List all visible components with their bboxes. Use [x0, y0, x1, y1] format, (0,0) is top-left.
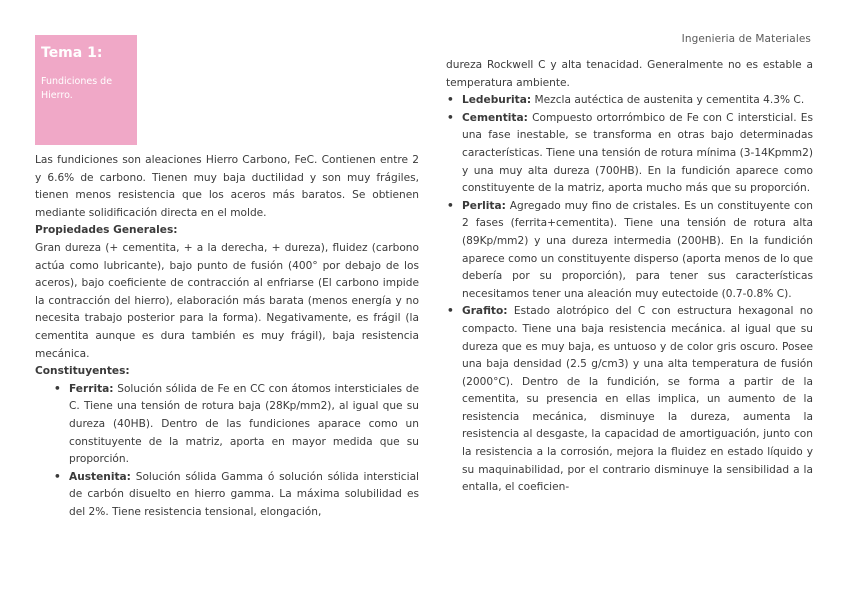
list-item-austenita: [54, 469, 419, 522]
bullet-icon: •: [447, 111, 454, 124]
constituyentes-list-continued: [446, 92, 813, 497]
bullet-icon: •: [447, 305, 454, 318]
constituyentes-heading: Constituyentes:: [35, 365, 130, 378]
chapter-title: Tema 1:: [41, 45, 103, 61]
bullet-icon: •: [54, 382, 61, 395]
term-description: Solución sólida de Fe en CC con átomos intersticiales de C. Tiene una tensión de rotura baja (28Kp/mm2), al igual que su dureza (40HB). Dentro de las fundiciones aparace como un constituyente de la matriz, aporta en mayor medida que su proporción.: [69, 382, 419, 466]
term-label: Austenita:: [69, 470, 131, 483]
term-label: Grafito:: [462, 305, 508, 318]
chapter-box: [35, 35, 137, 145]
list-item-ferrita: [54, 381, 419, 469]
running-header: Ingenieria de Materiales: [681, 33, 811, 45]
intro-paragraph: Las fundiciones son aleaciones Hierro Carbono, FeC. Contienen entre 2 y 6.6% de carbono. Tienen muy baja ductilidad y son muy frágiles, tienen menos resistencia que los aceros más baratos. Se obtienen mediante solidificación directa en el molde.: [35, 154, 419, 219]
term-description: Solución sólida Gamma ó solución sólida intersticial de carbón disuelto en hierro gamma. La máxima solubilidad es del 2%. Tiene resistencia tensional, elongación,: [69, 470, 419, 518]
continuation-paragraph: dureza Rockwell C y alta tenacidad. Generalmente no es estable a temperatura ambiente.: [446, 59, 813, 89]
list-item-perlita: [447, 198, 813, 304]
term-label: Ledeburita:: [462, 94, 532, 107]
list-item-grafito: [447, 303, 813, 497]
term-label: Cementita:: [462, 111, 528, 124]
bullet-icon: •: [54, 470, 61, 483]
propiedades-heading: Propiedades Generales:: [35, 224, 178, 237]
left-column: [35, 152, 419, 521]
right-column: [446, 57, 813, 497]
term-label: Perlita:: [462, 199, 506, 212]
term-description: Estado alotrópico del C con estructura hexagonal no compacto. Tiene una baja resistencia mecánica. al igual que su dureza que es muy baja, es untuoso y de color gris oscuro. Posee una baja densidad (2.5 g/cm3) y una alta temperatura de fusión (2000°C). Dentro de la fundición, se forma a partir de la cementita, su presencia en ellas implica, un aumento de la resistencia mecánica, disminuye la dureza, aumenta la resistencia al desgaste, la capacidad de amortiguación, junto con la resistencia a la corrosión, mejora la fluidez en estado líquido y su maquinabilidad, por el contrario disminuye la sensibilidad a la entalla, el coeficien-: [462, 305, 813, 494]
chapter-subtitle: Fundiciones de Hierro.: [41, 76, 113, 101]
bullet-icon: •: [447, 94, 454, 107]
propiedades-text: Gran dureza (+ cementita, + a la derecha, + dureza), fluidez (carbono actúa como lubricante), bajo punto de fusión (400° por debajo de los aceros), bajo coeficiente de contracción al enfriarse (El carbono impide la contracción del hierro), elaboración más barata (menos energía y no necesita trabajo posterior para la forma). Negativamente, es frágil (la cementita aunque es dura también es muy frágil), baja resistencia mecánica.: [35, 241, 419, 360]
list-item-ledeburita: [447, 92, 813, 110]
term-label: Ferrita:: [69, 382, 114, 395]
list-item-cementita: [447, 110, 813, 198]
bullet-icon: •: [447, 199, 454, 212]
constituyentes-list: [35, 381, 419, 522]
term-description: Mezcla autéctica de austenita y cementita 4.3% C.: [531, 94, 805, 107]
term-description: Compuesto ortorrómbico de Fe con C intersticial. Es una fase inestable, se transforma en otras bajo determinadas características. Tiene una tensión de rotura mínima (3-14Kpmm2) y una muy alta dureza (700HB). En la fundición aparece como constituyente de la matriz, aporta mucho más que su proporción.: [462, 111, 813, 195]
term-description: Agregado muy fino de cristales. Es un constituyente con 2 fases (ferrita+cementita). Tiene una tensión de rotura alta (89Kp/mm2) y una dureza intermedia (200HB). En la fundición aparece como un constituyente disperso (aporta menos de lo que debería por su proporción), para tener sus características necesitamos tener una aleación muy eutectoide (0.7-0.8% C).: [462, 199, 813, 300]
